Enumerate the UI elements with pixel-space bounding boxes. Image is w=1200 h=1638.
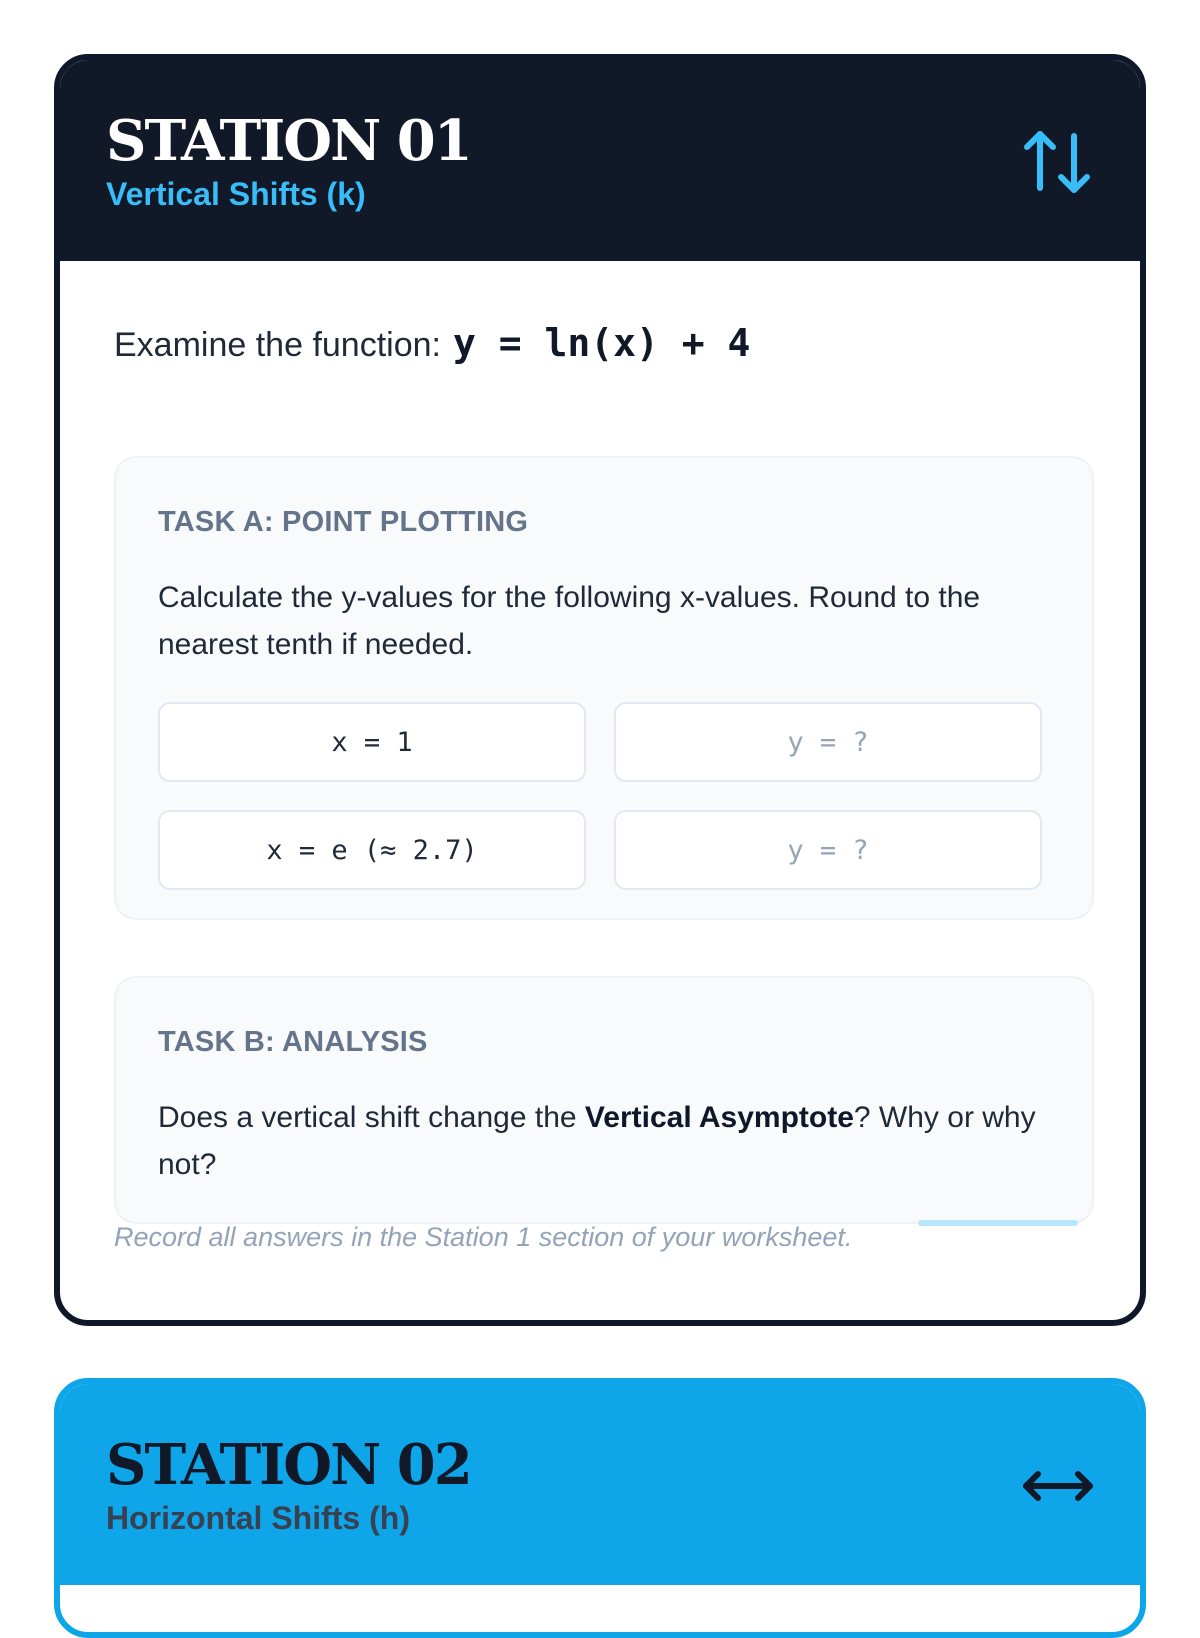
task-a-label: TASK A: POINT PLOTTING: [158, 506, 529, 538]
station-subtitle: Horizontal Shifts (h): [106, 1500, 410, 1536]
question-text: Does a vertical shift change the: [158, 1101, 585, 1134]
task-a-instructions: Calculate the y-values for the following x-values. Round to the nearest tenth if needed.: [158, 581, 981, 661]
y-answer-field[interactable]: y = ?: [614, 810, 1042, 890]
x-value-cell: x = 1: [158, 702, 586, 782]
point-table: [158, 702, 1050, 890]
station-title: STATION 01: [106, 108, 471, 174]
station-subtitle: Vertical Shifts (k): [106, 176, 366, 212]
question-emphasis: Vertical Asymptote: [584, 1101, 854, 1134]
up-down-arrows-icon: [1022, 126, 1094, 198]
station-header: [60, 60, 1140, 261]
y-answer-field[interactable]: y = ?: [614, 702, 1042, 782]
station-body: [60, 321, 1140, 367]
task-b-label: TASK B: ANALYSIS: [158, 1026, 428, 1058]
station-card-2: [54, 1378, 1146, 1638]
function-prompt: [114, 321, 1086, 367]
question-text-end: ? Why or why not?: [158, 1101, 1036, 1181]
prompt-label: Examine the function:: [114, 326, 441, 364]
station-title: STATION 02: [106, 1432, 471, 1498]
station-card-1: [54, 54, 1146, 1326]
left-right-arrow-icon: [1022, 1450, 1094, 1522]
task-b-panel: [114, 976, 1094, 1224]
task-b-question: [158, 1094, 1050, 1188]
function-formula: y = ln(x) + 4: [452, 321, 751, 365]
task-a-panel: [114, 456, 1094, 920]
footer-divider: [918, 1220, 1078, 1226]
x-value-cell: x = e (≈ 2.7): [158, 810, 586, 890]
station-header: [60, 1384, 1140, 1585]
footer-note: Record all answers in the Station 1 section of your worksheet.: [114, 1222, 853, 1252]
